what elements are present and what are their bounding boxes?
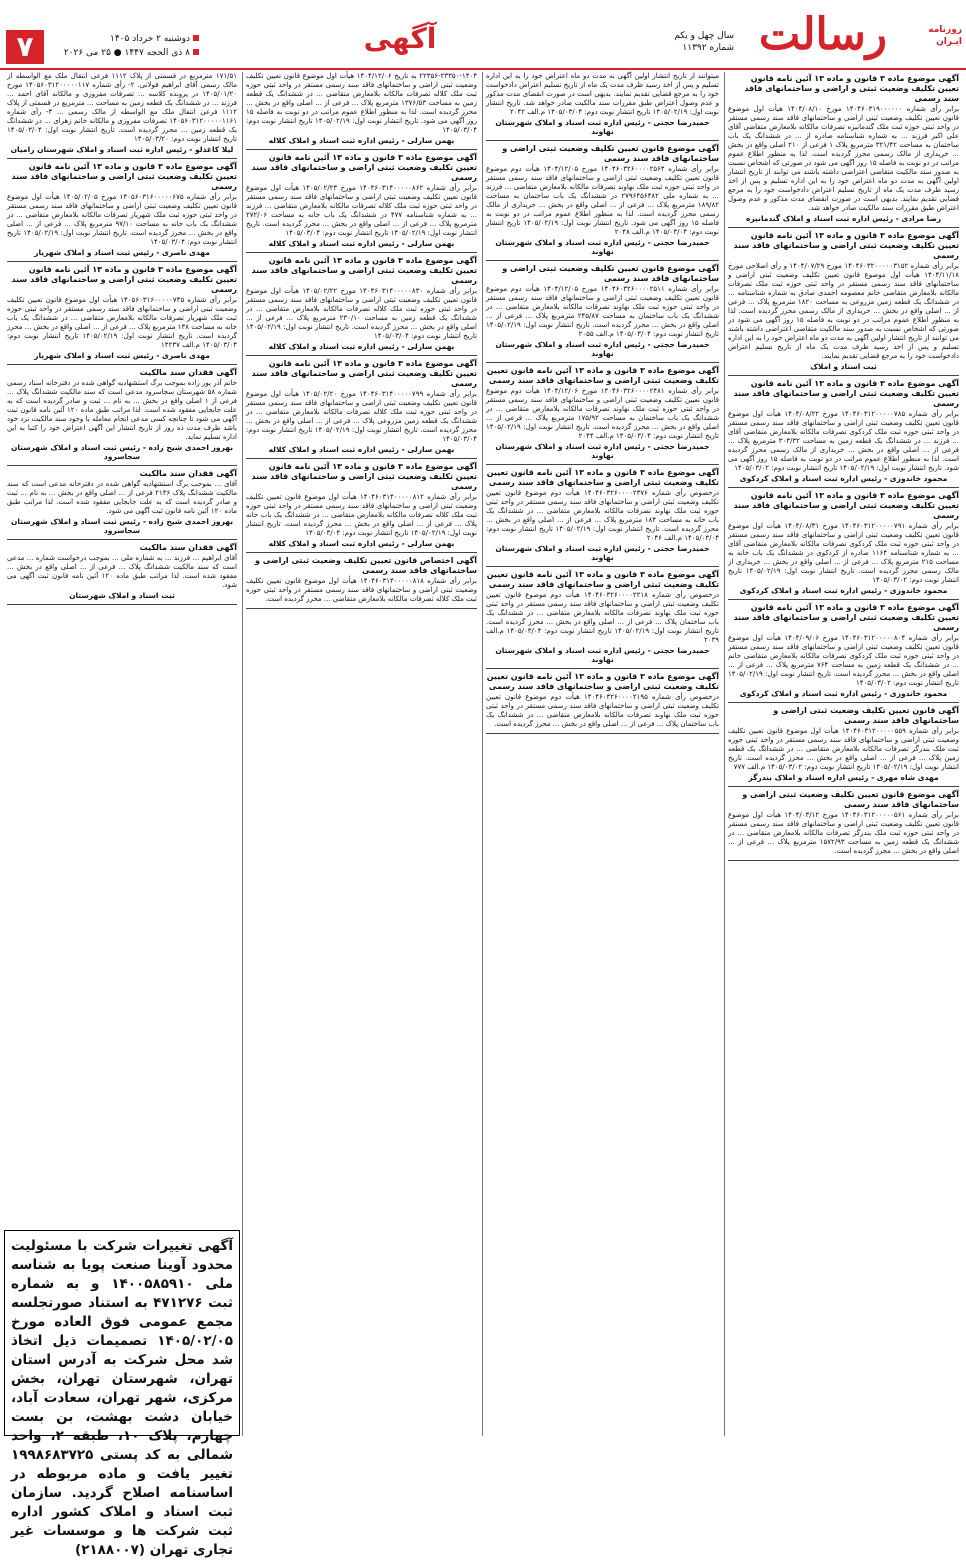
notice-body: آقای ابراهیم ... فرزند ... به شماره ملی ... بموجب درخواست شماره ... مدعی است که سند مالکیت ششدانگ پلاک ... فرعی از ... اصلی واقع در بخش ... مفقود شده است. لذا مراتب طبق ماده ۱۲۰ آئین نامه قانون ثبت آگهی می شود. bbox=[7, 554, 238, 589]
masthead-brand bbox=[910, 24, 962, 62]
notice-separator bbox=[246, 608, 477, 609]
notice-signature: حمیدرضا حجتی - رئیس اداره ثبت اسناد و املاک شهرستان نهاوند bbox=[495, 238, 710, 256]
legal-notice bbox=[486, 570, 719, 664]
notice-signature: مهدی ناصری - رئیس ثبت اسناد و املاک شهریار bbox=[34, 351, 210, 360]
legal-notice bbox=[7, 469, 237, 535]
legal-notice bbox=[728, 379, 959, 483]
legal-notice bbox=[7, 368, 237, 461]
legal-notice bbox=[728, 491, 959, 595]
notice-body: برابر رأی شماره ۱۴۰۴۶۰۳۱۲۰۰۰۰۰۵۵۹ هیأت اول موضوع قانون تعیین تکلیف وضعیت ثبتی اراضی و ساختمانهای فاقد سند رسمی مستقر در واحد ثبتی حوزه ثبت ملک بندرگز تصرفات مالکانه بلامعارض متقاضی ... در ششدانگ یک قطعه زمین پلاک ... فرعی از ... اصلی واقع در بخش ... محرز گردیده است. تاریخ انتشار نوبت اول: ۱۴۰۵/۰۲/۱۹ تاریخ انتشار نوبت دوم: ۱۴۰۵/۰۳/۰۲ م.الف ۷۷۷ bbox=[728, 727, 959, 771]
column-4-flow bbox=[4, 72, 240, 1226]
legal-notice bbox=[728, 74, 959, 223]
issue-line: شماره ۱۱۳۹۲ bbox=[682, 43, 734, 53]
notice-separator bbox=[486, 260, 719, 261]
notice-signature: حمیدرضا حجتی - رئیس اداره ثبت اسناد و املاک شهرستان نهاوند bbox=[495, 118, 710, 136]
notice-signature: بهمن سارلی - رئیس اداره ثبت اسناد و املاک کلاله bbox=[268, 239, 455, 248]
notice-signature: بهروز احمدی شیخ زاده - رئیس ثبت اسناد و املاک شهرستان سجاسرود bbox=[10, 517, 234, 535]
notice-signature: حمیدرضا حجتی - رئیس اداره ثبت اسناد و املاک شهرستان نهاوند bbox=[495, 442, 710, 460]
legal-notice bbox=[246, 153, 477, 248]
date-block bbox=[52, 32, 202, 60]
notice-signature: محمود خاندوزی - رئیس اداره ثبت اسناد و املاک کردکوی bbox=[739, 474, 948, 483]
masthead-rule bbox=[0, 68, 966, 70]
notice-separator bbox=[7, 604, 237, 605]
notice-body: میتوانند از تاریخ انتشار اولین آگهی به مدت دو ماه اعتراض خود را به این اداره تسلیم و پس از اخذ رسید ظرف مدت یک ماه از تاریخ تسلیم اعتراض دادخواست خود را به مرجع قضایی تقدیم نمایند. بدیهی است در صورت انقضای مدت مذکور و عدم وصول اعتراض طبق مقررات سند مالکیت صادر خواهد شد. تاریخ انتشار نوبت اول: ۱۴۰۵/۰۲/۱۹ تاریخ انتشار نوبت دوم: ۱۴۰۵/۰۳/۰۴ م.الف ۲۰۴۲ bbox=[486, 72, 719, 116]
notice-title: آگهی فقدان سند مالکیت bbox=[139, 543, 237, 552]
notice-body: برابر رأی شماره ۱۴۰۴۶۰۳۲۶۰۰۰۰۲۵۶۴ مورخ ۱۴۰۴/۱۲/۰۵ هیأت دوم موضوع قانون تعیین تکلیف وضعیت ثبتی اراضی و ساختمانهای فاقد سند رسمی مستقر در واحد ثبتی حوزه ثبت ملک نهاوند تصرفات مالکانه بلامعارض متقاضی ... فرزند ... به شماره ملی ۲۷۹۶۴۵۶۴۸۲ در ششدانگ یک باب ساختمان به مساحت ۱۸۹/۸۲ مترمربع پلاک ... فرعی از ... اصلی واقع در بخش ... خریداری از مالک رسمی محرز گردیده است. لذا به منظور اطلاع عموم مراتب در دو نوبت به فاصله ۱۵ روز آگهی می شود. تاریخ انتشار نوبت اول: ۱۴۰۵/۰۲/۱۹ تاریخ انتشار نوبت دوم: ۱۴۰۵/۰۳/۰۴ م.الف ۲۰۴۸ bbox=[486, 165, 720, 236]
notice-title: آگهی موضوع قانون تعیین تکلیف وضعیت ثبتی اراضی و ساختمانهای فاقد سند رسمی bbox=[502, 144, 719, 163]
notice-title: آگهی موضوع ماده ۳ قانون و ماده ۱۳ آئین نامه قانون تعیین تکلیف وضعیت ثبتی اراضی و ساختمانهای فاقد سند رسمی bbox=[486, 672, 719, 691]
legal-notice bbox=[728, 706, 959, 782]
notice-separator bbox=[728, 860, 959, 861]
notice-signature: بهمن سارلی - رئیس اداره ثبت اسناد و املاک کلاله bbox=[268, 445, 455, 454]
notice-separator bbox=[7, 158, 237, 159]
notice-body: برابر رأی شماره ۱۴۰۴۶۰۳۲۶۰۰۰۰۲۴۸۱ مورخ ۱۴۰۴/۱۲/۰۶ هیأت دوم موضوع قانون تعیین تکلیف وضعیت ثبتی اراضی و ساختمانهای فاقد سند رسمی مستقر در واحد ثبتی حوزه ثبت ملک نهاوند تصرفات مالکانه بلامعارض متقاضی ... در ششدانگ یک باب ساختمان به مساحت ۱۷۵/۹۲ مترمربع پلاک ... فرعی از ... اصلی واقع در بخش ... محرز گردیده است. تاریخ انتشار نوبت اول: ۱۴۰۵/۰۲/۱۹ تاریخ انتشار نوبت دوم: ۱۴۰۵/۰۳/۰۴ م.الف ۲۰۴۴ bbox=[486, 387, 720, 440]
notice-separator bbox=[7, 465, 237, 466]
notice-separator bbox=[246, 458, 477, 459]
notice-signature: مهدی شاه مهری - رئیس اداره اسناد و املاک بندرگز bbox=[748, 773, 939, 782]
notice-signature: مهدی ناصری - رئیس ثبت اسناد و املاک شهریار bbox=[34, 248, 210, 257]
legal-notice bbox=[486, 672, 719, 729]
notice-title: آگهی موضوع ماده ۳ قانون و ماده ۱۳ آئین نامه قانون تعیین تکلیف وضعیت ثبتی اراضی و ساختمانهای فاقد سند رسمی bbox=[733, 379, 959, 408]
notice-body: برابر رأی شماره ۱۴۰۵۶۰۳۱۶۰۰۰۰۰۷۳۵ هیأت اول موضوع قانون تعیین تکلیف وضعیت ثبتی اراضی و ساختمانهای فاقد سند رسمی مستقر در واحد ثبتی حوزه ثبت ملک شهریار تصرفات مالکانه بلامعارض متقاضی ... در ششدانگ یک باب خانه به مساحت ۱۳۸ مترمربع پلاک ... فرعی از ... اصلی واقع در بخش ... محرز گردیده است. تاریخ انتشار نوبت اول: ۱۴۰۵/۰۲/۱۹ تاریخ انتشار نوبت دوم: ۱۴۰۵/۰۳/۰۴ م.الف ۱۴۲۳۷ bbox=[7, 296, 238, 349]
notice-separator bbox=[486, 464, 719, 465]
notice-signature: حمیدرضا حجتی - رئیس اداره ثبت اسناد و املاک شهرستان نهاوند bbox=[495, 340, 710, 358]
legal-notice bbox=[7, 543, 237, 600]
notice-body: درخصوص رأی شماره ۱۴۰۴۶۰۳۲۶۰۰۰۰۲۱۹۵ هیأت دوم موضوع قانون تعیین تکلیف وضعیت ثبتی اراضی و ساختمانهای فاقد سند رسمی مستقر در واحد ثبتی حوزه ثبت ملک نهاوند تصرفات مالکانه بلامعارض متقاضی ... در ششدانگ یک باب ساختمان پلاک ... فرعی از ... اصلی واقع در بخش ... محرز گردیده است. bbox=[486, 693, 719, 728]
notice-signature: محمود خاندوزی - رئیس اداره ثبت اسناد و املاک کردکوی bbox=[739, 586, 948, 595]
newspaper-logo: رسالت bbox=[758, 9, 888, 60]
column-3 bbox=[242, 72, 480, 1436]
legal-notice bbox=[7, 265, 237, 360]
notice-signature: محمود خاندوزی - رئیس اداره ثبت اسناد و املاک کردکوی bbox=[739, 689, 948, 698]
notice-title: آگهی موضوع ماده ۳ قانون و ماده ۱۳ آئین نامه قانون تعیین تکلیف وضعیت ثبتی اراضی و ساختمانهای فاقد سند رسمی bbox=[251, 462, 477, 491]
notice-body: خانم آذر پور زاده بموجب برگ استشهادیه گواهی شده در دفترخانه اسناد رسمی شماره ۵۸ شهرستان سجاسرود مدعی است که سند مالکیت ششدانگ پلاک ... فرعی از ۱ اصلی واقع در بخش ... به نام ... ثبت و صادر گردیده است که به علت جابجایی مفقود شده است. لذا مراتب طبق ماده ۱۲۰ آئین نامه قانون ثبت آگهی می شود تا چنانچه کسی مدعی انجام معامله یا وجود سند مالکیت نزد خود باشد ظرف مدت ده روز از تاریخ انتشار این آگهی اعتراض خود را کتبا به این اداره تسلیم نماید. bbox=[7, 379, 237, 441]
notice-title: آگهی موضوع ماده ۳ قانون و ماده ۱۳ آئین نامه قانون تعیین تکلیف وضعیت ثبتی اراضی و ساختمانهای فاقد سند رسمی bbox=[251, 256, 477, 285]
notice-body: برابر رأی شماره ۱۴۰۴۶۰۳۱۴۰۰۰۰۰۸۶۲ مورخ ۱۴۰۵/۰۲/۲۳ هیأت اول موضوع قانون تعیین تکلیف وضعیت ثبتی اراضی و ساختمانهای فاقد سند رسمی مستقر در واحد ثبتی حوزه ثبت ملک کلاله تصرفات مالکانه بلامعارض متقاضی ... فرزند ... به شماره شناسنامه ۴۷۷ در ششدانگ یک باب خانه به مساحت ۲۷۲/۰۶ مترمربع پلاک ... فرعی از ... اصلی واقع در بخش ... محرز گردیده است. تاریخ انتشار نوبت اول: ۱۴۰۵/۰۲/۱۹ تاریخ انتشار نوبت دوم: ۱۴۰۵/۰۳/۰۴ bbox=[246, 184, 477, 237]
notice-separator bbox=[7, 364, 237, 365]
notice-body: ۱۷۱/۵۱ مترمربع در قسمتی از پلاک ۱۱۱۲ فرعی انتقال ملک مع الواسطه از مالک رسمی آقای ابراهیم قولانی. ۲- رأی شماره ۱۴۰۵۶۰۳۱۲۰۰۰۰۰۱۱۷ مورخ ۱۴۰۵/۰۱/۲۰ در پرونده کلاسه ... تصرفات مفروزی و مالکانه آقای احمد ... فرزند ... در ششدانگ یک قطعه زمین به مساحت ... مترمربع در قسمتی از پلاک ۱۱۱۲ فرعی انتقال ملک مع الواسطه از مالک رسمی ... ۳- رأی شماره ۱۴۰۵۶۰۳۱۲۰۰۰۰۰۱۱۶۱ تصرفات مفروزی و مالکانه خانم زهرای ... در ششدانگ یک قطعه زمین ... محرز گردیده است. تاریخ انتشار نوبت اول: ۱۴۰۵/۰۳/۰۴ تاریخ انتشار نوبت دوم: ۱۴۰۵/۰۳/۲۰ bbox=[7, 72, 238, 143]
legal-notice bbox=[486, 72, 719, 136]
notice-title: آگهی فقدان سند مالکیت bbox=[139, 368, 237, 377]
notice-title: آگهی موضوع ماده ۳ قانون و ماده ۱۳ آئین نامه قانون تعیین تکلیف وضعیت ثبتی اراضی و ساختمانهای فاقد سند رسمی bbox=[486, 468, 719, 487]
legal-notice bbox=[7, 72, 237, 154]
notice-separator bbox=[728, 487, 959, 488]
legal-notice bbox=[728, 231, 959, 371]
notice-body: برابر رأی شماره ۱۴۰۴۶۰۳۱۲۰۰۰۰۰۷۹۱ مورخ ۱۴۰۴/۰۸/۳۱ هیأت اول موضوع قانون تعیین تکلیف وضعیت ثبتی اراضی و ساختمانهای فاقد سند رسمی مستقر در واحد ثبتی حوزه ثبت ملک کردکوی تصرفات مالکانه بلامعارض متقاضی آقای ... به شماره شناسنامه ۱۱۶۴ صادره از کردکوی در ششدانگ یک باب خانه به مساحت ۲۱۵ مترمربع پلاک ... فرعی از ... اصلی واقع در بخش ... خریداری از مالک رسمی محرز گردیده است. تاریخ انتشار نوبت اول: ۱۴۰۵/۰۲/۱۹ تاریخ انتشار نوبت دوم: ۱۴۰۵/۰۳/۰۲ bbox=[728, 522, 959, 584]
notice-title: آگهی موضوع قانون تعیین تکلیف وضعیت ثبتی اراضی و ساختمانهای فاقد سند رسمی bbox=[742, 790, 959, 809]
notice-title: آگهی موضوع ماده ۳ قانون و ماده ۱۳ آئین نامه قانون تعیین تکلیف وضعیت ثبتی اراضی و ساختمانهای فاقد سند رسمی bbox=[733, 231, 959, 260]
issue-info bbox=[674, 30, 734, 54]
notice-signature: رضا مرادی - رئیس اداره ثبت اسناد و املاک گندمانیزه bbox=[745, 214, 942, 223]
notice-separator bbox=[7, 261, 237, 262]
notice-body: برابر رأی شماره ۱۴۰۴۶۰۳۲۰۰۰۰۰۳۱۵۲ مورخ ۱۴۰۴/۰۷/۲۹ و رأی اصلاحی مورخ ۱۴۰۴/۱۱/۱۸ هیأت اول موضوع قانون تعیین تکلیف وضعیت ثبتی اراضی و ساختمانهای فاقد سند رسمی مستقر در واحد ثبتی حوزه ثبت ملک تصرفات مالکانه بلامعارض متقاضی خانم معصومه احمدی صادق به شماره شناسنامه ... در ششدانگ یک قطعه زمین مزروعی به مساحت ۱۸۲۰ مترمربع پلاک ... فرعی از ... اصلی واقع در بخش ... خریداری از مالک رسمی محرز گردیده است. لذا به منظور اطلاع عموم مراتب در دو نوبت به فاصله ۱۵ روز آگهی می شود در صورتی که اشخاص نسبت به صدور سند مالکیت متقاضی اعتراضی داشته باشند می توانند از تاریخ انتشار اولین آگهی به مدت دو ماه اعتراض خود را به این اداره تسلیم و پس از اخذ رسید ظرف مدت یک ماه از تاریخ تسلیم اعتراض دادخواست خود را به مرجع قضایی تقدیم نمایند. bbox=[728, 262, 960, 360]
notice-signature: حمیدرضا حجتی - رئیس اداره ثبت اسناد و املاک شهرستان نهاوند bbox=[495, 646, 710, 664]
notice-body: برابر رأی شماره ۱۴۰۴۶۰۳۱۲۰۰۰۰۰۸۰۴ مورخ ۱۴۰۴/۰۹/۰۶ هیأت اول موضوع قانون تعیین تکلیف وضعیت ثبتی اراضی و ساختمانهای فاقد سند رسمی مستقر در واحد ثبتی حوزه ثبت ملک کردکوی تصرفات مالکانه بلامعارض متقاضی خانم ... در ششدانگ یک قطعه زمین به مساحت ۷۶۴ مترمربع پلاک ... فرعی از ... اصلی واقع در بخش ... محرز گردیده است. تاریخ انتشار نوبت اول: ۱۴۰۵/۰۲/۱۹ تاریخ انتشار نوبت دوم: ۱۴۰۵/۰۳/۰۲ bbox=[728, 634, 959, 687]
legal-notice bbox=[246, 556, 477, 604]
notice-body: برابر رأی شماره ۱۴۰۴۶۰۳۱۴۰۰۰۰۰۸۳۰ مورخ ۱۴۰۵/۰۲/۲۲ هیأت اول موضوع قانون تعیین تکلیف وضعیت ثبتی اراضی و ساختمانهای فاقد سند رسمی مستقر در واحد ثبتی حوزه ثبت ملک کلاله تصرفات مالکانه بلامعارض متقاضی ... در ششدانگ یک قطعه زمین به مساحت ۲۳۰/۱۰ مترمربع پلاک ... فرعی از ... اصلی واقع در بخش ... محرز گردیده است. تاریخ انتشار نوبت اول: ۱۴۰۵/۰۲/۱۹ تاریخ انتشار نوبت دوم: ۱۴۰۵/۰۳/۰۴ bbox=[246, 287, 477, 340]
notice-separator bbox=[246, 552, 477, 553]
notice-separator bbox=[246, 149, 477, 150]
notice-title: آگهی قانون تعیین تکلیف وضعیت ثبتی اراضی و ساختمانهای فاقد سند رسمی bbox=[773, 706, 959, 725]
notice-separator bbox=[486, 668, 719, 669]
notice-title: آگهی موضوع ماده ۳ قانون و ماده ۱۳ آئین نامه قانون تعیین تکلیف وضعیت ثبتی اراضی و ساختمانهای فاقد سند رسمی bbox=[486, 570, 719, 589]
notice-signature: بهروز احمدی شیخ زاده - رئیس ثبت اسناد و املاک شهرستان سجاسرود bbox=[10, 443, 234, 461]
company-change-ad bbox=[4, 1230, 240, 1558]
notice-title: آگهی موضوع ماده ۳ قانون و ماده ۱۳ آئین نامه قانون تعیین تکلیف وضعیت ثبتی اراضی و ساختمانهای فاقد سند رسمی bbox=[251, 153, 477, 182]
notice-body: برابر رأی شماره ۱۴۰۴۶۰۳۱۴۰۰۰۰۰۸۱۸ هیأت اول موضوع قانون تعیین تکلیف وضعیت ثبتی اراضی و ساختمانهای فاقد سند رسمی مستقر در واحد ثبتی حوزه ثبت ملک کلاله تصرفات مالکانه بلامعارض متقاضی ... محرز گردیده است. bbox=[246, 577, 477, 603]
bullet-square-icon bbox=[193, 49, 199, 55]
notice-body: درخصوص رأی شماره ۱۴۰۴۶۰۳۲۶۰۰۰۰۲۲۱۸ هیأت دوم موضوع قانون تعیین تکلیف وضعیت ثبتی اراضی و ساختمانهای فاقد سند رسمی مستقر در واحد ثبتی حوزه ثبت ملک نهاوند تصرفات مالکانه بلامعارض متقاضی ... در ششدانگ یک باب ساختمان پلاک ... فرعی از ... اصلی واقع در بخش ... محرز گردیده است. تاریخ انتشار نوبت اول: ۱۴۰۵/۰۲/۱۹ تاریخ انتشار نوبت دوم: ۱۴۰۵/۰۳/۰۴ م.الف ۲۰۳۹ bbox=[486, 591, 719, 644]
legal-notice bbox=[486, 264, 719, 358]
brand-sub: ایـران bbox=[936, 37, 962, 47]
notice-body: برابر رأی شماره ۱۴۰۴۶۰۳۱۹۰۰۰۰۰۰ مورخ ۱۴۰۴/۰۸/۱۰ هیأت اول موضوع قانون تعیین تکلیف وضعیت ثبتی اراضی و ساختمانهای فاقد سند رسمی مستقر در واحد ثبتی حوزه ثبت ملک گندمانیزه تصرفات مالکانه بلامعارض متقاضی آقای علی اکبر فرزند ... به شماره شناسنامه صادره از ... در ششدانگ یک باب ساختمان به مساحت ۳۲۱/۴۲ مترمربع پلاک ۱ فرعی از ۲۱۰ اصلی واقع در بخش ... خریداری از مالک رسمی محرز گردیده است. لذا به منظور اطلاع عموم مراتب در دو نوبت به فاصله ۱۵ روز آگهی می شود در صورتی که اشخاص نسبت به صدور سند مالکیت متقاضی اعتراضی داشته باشند می توانند از تاریخ انتشار اولین آگهی به مدت دو ماه اعتراض خود را به این اداره تسلیم و پس از اخذ رسید ظرف مدت یک ماه از تاریخ تسلیم اعتراض دادخواست خود را به مرجع قضایی تقدیم نمایند. بدیهی است در صورت انقضای مدت مذکور و عدم وصول اعتراض طبق مقررات سند مالکیت صادر خواهد شد. bbox=[728, 105, 960, 212]
notice-title: آگهی موضوع ماده ۳ قانون و ماده ۱۳ آئین نامه قانون تعیین تکلیف وضعیت ثبتی و اراضی و ساختمانهای فاقد سند رسمی bbox=[744, 74, 959, 103]
page-number: ۷ bbox=[6, 30, 44, 64]
notice-signature: بهمن سارلی - رئیس اداره ثبت اسناد و املاک کلاله bbox=[268, 539, 455, 548]
date-line-1: دوشنبه ۲ خرداد ۱۴۰۵ bbox=[110, 34, 190, 44]
notice-body: برابر رأی شماره ۱۴۰۴۶۰۳۱۲۰۰۰۰۰۵۶۱ مورخ ۱۴۰۴/۰۳/۱۲ هیأت اول موضوع قانون تعیین تکلیف وضعیت ثبتی اراضی و ساختمانهای فاقد سند رسمی مستقر در واحد ثبتی حوزه ثبت ملک بندرگز تصرفات مالکانه بلامعارض متقاضی ... در ششدانگ یک قطعه زمین به مساحت ۱۵۷۲/۹۳ مترمربع پلاک ... فرعی از ... اصلی واقع در بخش ... محرز گردیده است. bbox=[728, 811, 959, 855]
legal-notice bbox=[246, 256, 477, 351]
bullet-square-icon bbox=[193, 35, 199, 41]
legal-notice bbox=[7, 162, 237, 257]
notice-title: آگهی موضوع ماده ۳ قانون و ماده ۱۳ آئین نامه قانون تعیین تکلیف وضعیت ثبتی اراضی و ساختمانهای فاقد سند رسمی bbox=[733, 603, 959, 632]
notice-separator bbox=[246, 355, 477, 356]
year-line: سال چهل و یکم bbox=[674, 31, 734, 41]
company-change-text: آگهی تغییرات شرکت با مسئولیت محدود آوینا صنعت پویا به شناسه ملی ۱۴۰۰۵۸۵۹۱۰ و به شماره ثبت ۴۷۱۲۷۶ به استناد صورتجلسه مجمع عمومی فوق العاده مورخ ۱۴۰۵/۰۲/۰۵ تصمیمات ذیل اتخاذ شد محل شرکت به آدرس استان تهران، شهرستان تهران، بخش مرکزی، شهر تهران، سعادت آباد، خیابان دشت بهشت، بن بست چهارم، پلاک ۱۰، طبقه ۲، واحد شمالی به کد پستی ۱۹۹۸۶۸۳۷۲۵ تغییر یافت و ماده مربوطه در اساسنامه اصلاح گردید. سازمان ثبت اسناد و املاک کشور اداره ثبت شرکت ها و موسسات غیر تجاری تهران (۲۱۸۸۰۰۷) bbox=[11, 1238, 234, 1558]
notice-separator bbox=[486, 566, 719, 567]
notice-body: آقای ... بموجب برگ استشهادیه گواهی شده در دفترخانه مدعی است که سند مالکیت ششدانگ پلاک ۲۱۳۶ فرعی از ... اصلی واقع در بخش ... به نام ... ثبت و صادر گردیده است که به علت جابجایی مفقود شده است. لذا مراتب طبق ماده ۱۲۰ آئین نامه قانون ثبت آگهی می شود. bbox=[7, 480, 237, 515]
notice-separator bbox=[728, 375, 959, 376]
notice-separator bbox=[728, 786, 959, 787]
notice-separator bbox=[246, 252, 477, 253]
notice-body: برابر رأی شماره ۱۴۰۴۶۰۳۱۴۰۰۰۰۰۸۱۲ هیأت اول موضوع قانون تعیین تکلیف وضعیت ثبتی اراضی و ساختمانهای فاقد سند رسمی مستقر در واحد ثبتی حوزه ثبت ملک کلاله تصرفات مالکانه بلامعارض متقاضی ... در ششدانگ یک باب خانه پلاک ... فرعی از ... اصلی واقع در بخش ... محرز گردیده است. تاریخ انتشار نوبت اول: ۱۴۰۵/۰۲/۱۹ تاریخ انتشار نوبت دوم: ۱۴۰۵/۰۳/۰۴ bbox=[246, 493, 477, 537]
notice-title: آگهی اختصاص قانون تعیین تکلیف وضعیت ثبتی اراضی و ساختمانهای فاقد سند رسمی bbox=[255, 556, 477, 575]
notice-signature: حمیدرضا حجتی - رئیس اداره ثبت اسناد و املاک شهرستان نهاوند bbox=[495, 544, 710, 562]
notice-body: درخصوص رأی شماره ۱۴۰۴۶۰۳۲۶۰۰۰۰۲۳۷۶ هیأت دوم موضوع قانون تعیین تکلیف وضعیت ثبتی اراضی و ساختمانهای فاقد سند رسمی مستقر در واحد ثبتی حوزه ثبت ملک نهاوند تصرفات مالکانه بلامعارض متقاضی ... در ششدانگ یک باب خانه به مساحت ۱۸۴ مترمربع پلاک ... فرعی از ... اصلی واقع در بخش ... محرز گردیده است. تاریخ انتشار نوبت اول: ۱۴۰۵/۰۲/۱۹ تاریخ انتشار نوبت دوم: ۱۴۰۵/۰۳/۰۴ م.الف ۲۰۴۶ bbox=[486, 489, 720, 542]
legal-notice bbox=[728, 790, 959, 856]
notice-body: برابر رأی شماره ۱۴۰۴۶۰۳۱۲۰۰۰۰۰۷۸۵ مورخ ۱۴۰۴/۰۸/۲۲ هیأت اول موضوع قانون تعیین تکلیف وضعیت ثبتی اراضی و ساختمانهای فاقد سند رسمی مستقر در واحد ثبتی حوزه ثبت ملک کردکوی تصرفات مالکانه بلامعارض متقاضی آقای ... فرزند ... در ششدانگ یک قطعه زمین به مساحت ۳۰۳/۳۲ مترمربع پلاک ... فرعی از ... اصلی واقع در بخش ... خریداری از مالک رسمی محرز گردیده است. لذا به منظور اطلاع عموم مراتب در دو نوبت به فاصله ۱۵ روز آگهی می شود. تاریخ انتشار نوبت اول: ۱۴۰۵/۰۲/۱۹ تاریخ انتشار نوبت دوم: ۱۴۰۵/۰۳/۰۲ bbox=[728, 410, 959, 472]
notice-separator bbox=[728, 227, 959, 228]
section-title: آگهی bbox=[363, 22, 437, 55]
notice-separator bbox=[486, 140, 719, 141]
legal-notice bbox=[486, 366, 719, 460]
notice-signature: ثبت اسناد و املاک bbox=[810, 362, 877, 371]
notice-title: آگهی موضوع ماده ۳ قانون و ماده ۱۳ آئین نامه قانون تعیین تکلیف وضعیت ثبتی اراضی و ساختمانهای فاقد سند رسمی bbox=[11, 162, 237, 191]
notice-title: آگهی موضوع ماده ۳ قانون و ماده ۱۳ آئین نامه قانون تعیین تکلیف وضعیت ثبتی اراضی و ساختمانهای فاقد سند رسمی bbox=[733, 491, 959, 520]
notice-body: برابر رأی شماره ۱۴۰۴۶۰۳۲۶۰۰۰۰۲۵۱۱ مورخ ۱۴۰۴/۱۲/۰۵ هیأت دوم موضوع قانون تعیین تکلیف وضعیت ثبتی اراضی و ساختمانهای فاقد سند رسمی مستقر در واحد ثبتی حوزه ثبت ملک نهاوند تصرفات مالکانه بلامعارض متقاضی ... در ششدانگ یک باب ساختمان به مساحت ۲۴۵/۸۷ مترمربع پلاک ... فرعی از ... اصلی واقع در بخش ... محرز گردیده است. تاریخ انتشار نوبت اول: ۱۴۰۵/۰۲/۱۹ تاریخ انتشار نوبت دوم: ۱۴۰۵/۰۳/۰۴ م.الف ۲۰۵۵ bbox=[486, 285, 720, 338]
notice-separator bbox=[728, 599, 959, 600]
column-1 bbox=[724, 72, 962, 1436]
notice-separator bbox=[7, 539, 237, 540]
notice-title: آگهی موضوع قانون تعیین تکلیف وضعیت ثبتی اراضی و ساختمانهای فاقد سند رسمی bbox=[502, 264, 719, 283]
notice-separator bbox=[486, 733, 719, 734]
notice-signature: بهمن سارلی - رئیس اداره ثبت اسناد و املاک کلاله bbox=[268, 342, 455, 351]
column-4 bbox=[4, 72, 240, 1558]
notice-separator bbox=[728, 702, 959, 703]
notice-signature: بهمن سارلی - رئیس اداره ثبت اسناد و املاک کلاله bbox=[268, 136, 455, 145]
legal-notice bbox=[486, 468, 719, 562]
notice-separator bbox=[486, 362, 719, 363]
legal-notice bbox=[486, 144, 719, 256]
legal-notice bbox=[728, 603, 959, 698]
legal-notice bbox=[246, 72, 477, 145]
legal-notice bbox=[246, 359, 477, 454]
notice-title: آگهی موضوع ماده ۳ قانون و ماده ۱۳ آئین نامه قانون تعیین تکلیف وضعیت ثبتی اراضی و ساختمانهای فاقد سند رسمی bbox=[486, 366, 719, 385]
column-2 bbox=[482, 72, 722, 1436]
brand-label: روزنامه bbox=[928, 25, 962, 35]
notice-body: ۲۲۳۵۶-۲۳۳۵۰-۱۴۰۴ به تاریخ ۱۴۰۴/۱۲/۰۶ هیأت اول موضوع قانون تعیین تکلیف وضعیت ثبتی اراضی و ساختمانهای فاقد سند رسمی مستقر در واحد ثبتی حوزه ثبت ملک کلاله تصرفات مالکانه بلامعارض متقاضی ... در ششدانگ یک قطعه زمین به مساحت ۱۳۷۶/۵۳ مترمربع پلاک ... فرعی از ... اصلی واقع در بخش ... محرز گردیده است. لذا به منظور اطلاع عموم مراتب در دو نوبت به فاصله ۱۵ روز آگهی می شود. تاریخ انتشار نوبت اول: ۱۴۰۵/۰۲/۱۹ تاریخ انتشار نوبت دوم: ۱۴۰۵/۰۳/۰۴ bbox=[246, 72, 477, 134]
notice-title: آگهی موضوع ماده ۳ قانون و ماده ۱۳ آئین نامه قانون تعیین تکلیف وضعیت ثبتی اراضی و ساختمانهای فاقد سند رسمی bbox=[11, 265, 237, 294]
ad-columns bbox=[4, 72, 962, 1558]
notice-signature: ثبت اسناد و املاک شهرستان bbox=[69, 591, 175, 600]
notice-title: آگهی موضوع ماده ۳ قانون و ماده ۱۳ آئین نامه قانون تعیین تکلیف وضعیت ثبتی اراضی و ساختمانهای فاقد سند رسمی bbox=[251, 359, 477, 388]
notice-body: برابر رأی شماره ۱۴۰۵۶۰۳۱۶۰۰۰۰۰۶۷۵ مورخ ۱۴۰۵/۰۲/۰۵ هیأت اول موضوع قانون تعیین تکلیف وضعیت ثبتی اراضی و ساختمانهای فاقد سند رسمی مستقر در واحد ثبتی حوزه ثبت ملک شهریار تصرفات مالکانه بلامعارض متقاضی ... در ششدانگ یک باب خانه به مساحت ۹۷/۱۰ مترمربع پلاک ... فرعی از ... اصلی واقع در بخش ... محرز گردیده است. تاریخ انتشار نوبت اول: ۱۴۰۵/۰۲/۱۹ تاریخ انتشار نوبت دوم: ۱۴۰۵/۰۳/۰۴ bbox=[7, 193, 237, 246]
legal-notice bbox=[246, 462, 477, 548]
notice-signature: لیلا کاغذلو - رئیس اداره ثبت اسناد و املاک شهرستان رامیان bbox=[10, 145, 234, 154]
masthead bbox=[0, 0, 966, 70]
notice-body: برابر رأی شماره ۱۴۰۴۶۰۳۱۴۰۰۰۰۰۷۹۹ مورخ ۱۴۰۵/۰۲/۲۰ هیأت اول موضوع قانون تعیین تکلیف وضعیت ثبتی اراضی و ساختمانهای فاقد سند رسمی مستقر در واحد ثبتی حوزه ثبت ملک کلاله تصرفات مالکانه بلامعارض متقاضی ... در ششدانگ یک قطعه زمین مزروعی پلاک ... فرعی از ... اصلی واقع در بخش ... محرز گردیده است. تاریخ انتشار نوبت اول: ۱۴۰۵/۰۲/۱۹ تاریخ انتشار نوبت دوم: ۱۴۰۵/۰۳/۰۴ bbox=[246, 390, 477, 443]
notice-title: آگهی فقدان سند مالکیت bbox=[139, 469, 237, 478]
date-line-2: ۸ ذی الحجه ۱۴۴۷ ● ۲۵ می ۲۰۲۶ bbox=[63, 48, 190, 58]
